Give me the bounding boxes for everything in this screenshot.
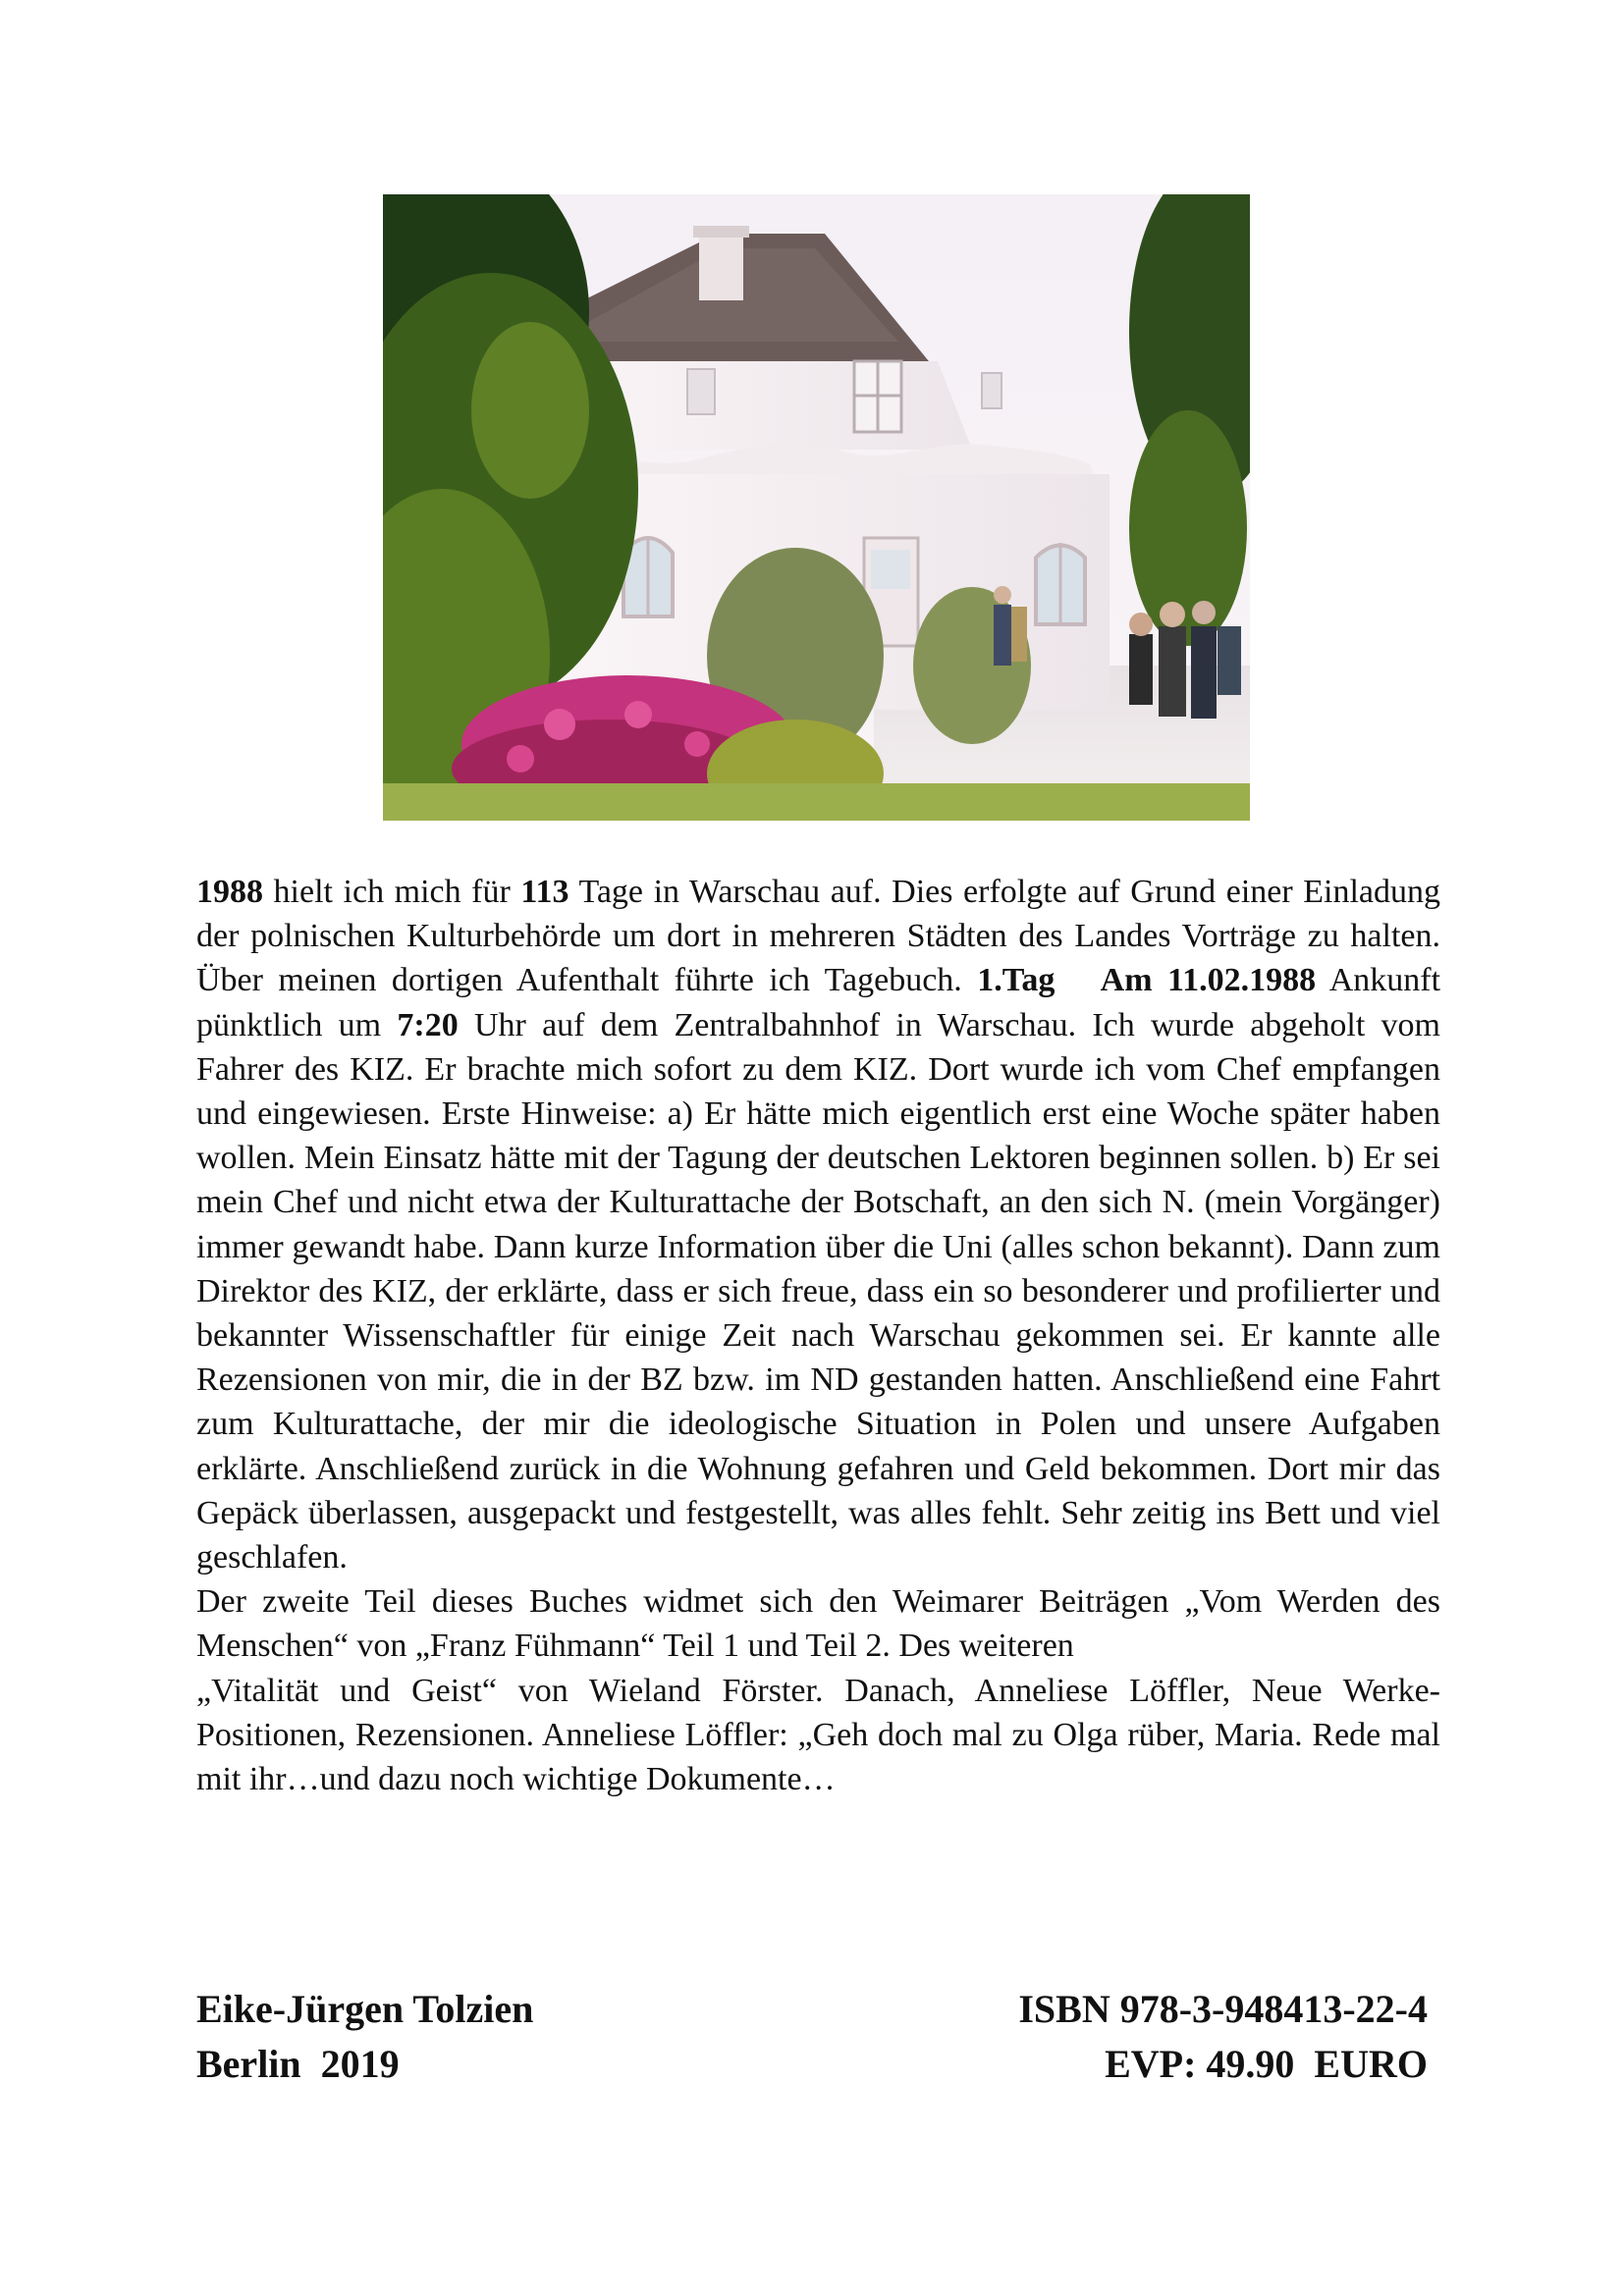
time-highlight: 7:20 (397, 1006, 459, 1043)
intro-text-cont: Tage in Warschau auf. Dies erfolgte auf Grund einer Einladung der polnischen Kulturbehörde um dort in mehreren Städten des Landes Vorträge zu halten. Über meinen dortigen Aufenthalt führte ich Tagebuch. (196, 874, 1440, 999)
paragraph-intro (196, 870, 1440, 1579)
house-photo (383, 194, 1250, 821)
paragraph-part-two-a: Der zweite Teil dieses Buches widmet sich den Weimarer Beiträgen „Vom Werden des Menschen“ von „Franz Fühmann“ Teil 1 und Teil 2. Des weiteren (196, 1583, 1440, 1665)
isbn: ISBN 978-3-948413-22-4 (1018, 1987, 1428, 2031)
house-illustration (383, 194, 1250, 821)
paragraph-part-two-b: „Vitalität und Geist“ von Wieland Förster. Danach, Anneliese Löffler, Neue Werke-Positionen, Rezensionen. Anneliese Löffler: „Geh doch mal zu Olga rüber, Maria. Rede mal mit ihr…und dazu noch wichtige Dokumente… (196, 1672, 1440, 1798)
footer-left (196, 1982, 533, 2092)
body-text (196, 870, 1440, 1801)
author-name: Eike-Jürgen Tolzien (196, 1987, 534, 2031)
year-highlight: 1988 (196, 874, 263, 910)
place-year: Berlin 2019 (196, 2042, 400, 2086)
footer (0, 1982, 1624, 2100)
diary-text: Uhr auf dem Zentralbahnhof in Warschau. Ich wurde abgeholt vom Fahrer des KIZ. Er brachte mich sofort zu dem KIZ. Dort wurde ich vom Chef empfangen und eingewiesen. Erste Hinweise: a) Er hätte mich eigentlich erst eine Woche später haben wollen. Mein Einsatz hätte mit der Tagung der deutschen Lektoren beginnen sollen. b) Er sei mein Chef und nicht etwa der Kulturattache der Botschaft, an den sich N. (mein Vorgänger) immer gewandt habe. Dann kurze Information über die Uni (alles schon bekannt). Dann zum Direktor des KIZ, der erklärte, dass er sich freue, dass ein so besonderer und profilierter und bekannter Wissenschaftler für einige Zeit nach Warschau gekommen sei. Er kannte alle Rezensionen von mir, die in der BZ bzw. im ND gestanden hatten. Anschließend eine Fahrt zum Kulturattache, der mir die ideologische Situation in Polen und unsere Aufgaben erklärte. Anschließend zurück in die Wohnung gefahren und Geld bekommen. Dort mir das Gepäck überlassen, ausgepackt und festgestellt, was alles fehlt. Sehr zeitig ins Bett und viel geschlafen. (196, 1006, 1440, 1576)
day-label: 1.Tag (977, 962, 1056, 999)
price: EVP: 49.90 EURO (1105, 2042, 1428, 2086)
intro-text: hielt ich mich für (263, 874, 521, 910)
date-label: Am 11.02.1988 (1100, 962, 1317, 999)
days-highlight: 113 (520, 874, 569, 910)
arrival-text: Ankunft pünktlich um (196, 962, 1441, 1043)
footer-right (1018, 1982, 1428, 2092)
